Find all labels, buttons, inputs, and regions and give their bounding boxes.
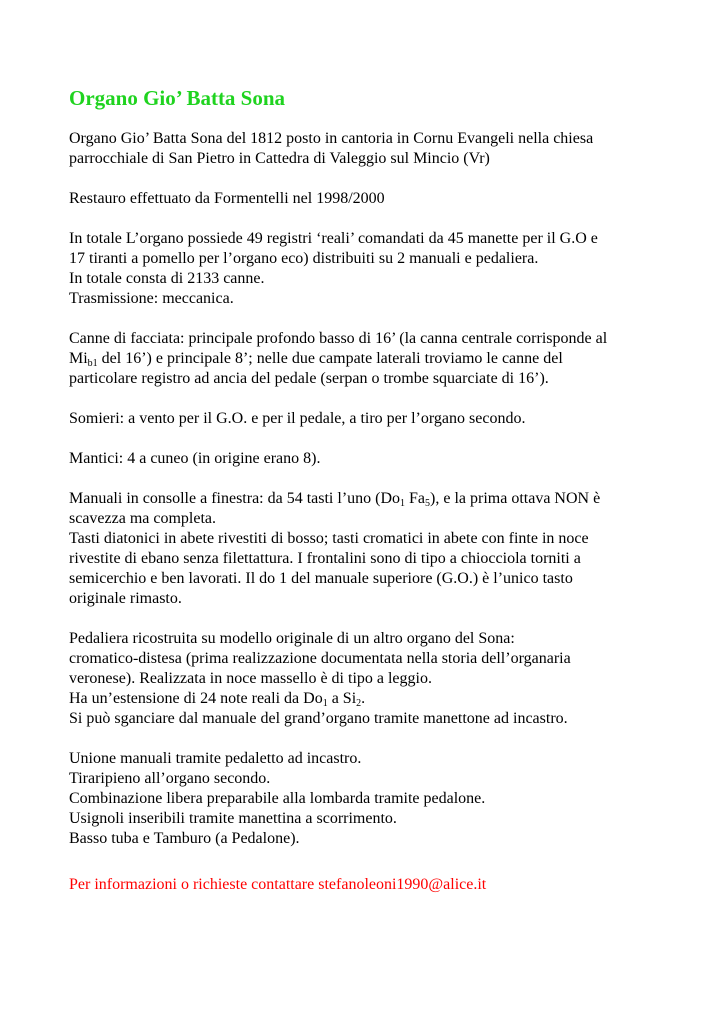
text-line: Combinazione libera preparabile alla lombarda tramite pedalone. — [69, 790, 486, 807]
text-line: Organo Gio’ Batta Sona del 1812 posto in cantoria in Cornu Evangeli nella chiesa — [69, 130, 594, 147]
text-line: scavezza ma completa. — [69, 510, 217, 527]
facade-paragraph — [69, 329, 689, 389]
intro-paragraph — [69, 129, 689, 169]
text-fragment: ), e la prima ottava NON è — [430, 490, 601, 507]
text-line: Tasti diatonici in abete rivestiti di bosso; tasti cromatici in abete con finte in noce — [69, 530, 589, 547]
text-line: parrocchiale di San Pietro in Cattedra di Valeggio sul Mincio (Vr) — [69, 150, 490, 167]
text-line: particolare registro ad ancia del pedale (serpan o trombe squarciate di 16’). — [69, 370, 549, 387]
text-fragment: Mi — [69, 350, 88, 367]
accessories-paragraph — [69, 749, 689, 849]
text-fragment: a Si — [327, 690, 357, 707]
pedalboard-paragraph — [69, 629, 689, 729]
subscript: 2 — [356, 698, 362, 709]
manuals-paragraph — [69, 489, 689, 609]
restoration-paragraph — [69, 189, 689, 209]
text-line — [69, 489, 689, 509]
bellows-paragraph — [69, 449, 689, 469]
text-line: originale rimasto. — [69, 590, 182, 607]
text-line: In totale consta di 2133 canne. — [69, 270, 265, 287]
text-fragment: del 16’) e principale 8’; nelle due campate laterali troviamo le canne del — [97, 350, 563, 367]
windchests-paragraph — [69, 409, 689, 429]
text-fragment: Fa — [405, 490, 426, 507]
subscript: 1 — [400, 498, 406, 509]
text-line: veronese). Realizzata in noce massello è di tipo a leggio. — [69, 670, 432, 687]
document-body — [69, 129, 689, 869]
text-line: Si può sganciare dal manuale del grand’organo tramite manettone ad incastro. — [69, 710, 568, 727]
text-line: Somieri: a vento per il G.O. e per il pedale, a tiro per l’organo secondo. — [69, 410, 526, 427]
text-fragment: Ha un’estensione di 24 note reali da Do — [69, 690, 323, 707]
subscript: 5 — [425, 498, 431, 509]
text-line: rivestite di ebano senza filettattura. I frontalini sono di tipo a chiocciola torniti a — [69, 550, 581, 567]
text-line: Mantici: 4 a cuneo (in origine erano 8). — [69, 450, 321, 467]
text-fragment: Manuali in consolle a finestra: da 54 tasti l’uno (Do — [69, 490, 401, 507]
text-line: Canne di facciata: principale profondo basso di 16’ (la canna centrale corrisponde al — [69, 330, 608, 347]
text-line: semicerchio e ben lavorati. Il do 1 del manuale superiore (G.O.) è l’unico tasto — [69, 570, 573, 587]
text-line: Basso tuba e Tamburo (a Pedalone). — [69, 830, 300, 847]
text-line — [69, 689, 689, 709]
registers-paragraph — [69, 229, 689, 309]
subscript: b1 — [87, 358, 98, 369]
subscript: 1 — [322, 698, 328, 709]
text-fragment: . — [361, 690, 366, 707]
text-line: Unione manuali tramite pedaletto ad incastro. — [69, 750, 362, 767]
page-title: Organo Gio’ Batta Sona — [69, 86, 286, 110]
text-line: Trasmissione: meccanica. — [69, 290, 234, 307]
text-line: 17 tiranti a pomello per l’organo eco) distribuiti su 2 manuali e pedaliera. — [69, 250, 539, 267]
text-line: cromatico-distesa (prima realizzazione documentata nella storia dell’organaria — [69, 650, 571, 667]
text-line — [69, 349, 689, 369]
text-line: Tiraripieno all’organo secondo. — [69, 770, 271, 787]
text-line: In totale L’organo possiede 49 registri ‘reali’ comandati da 45 manette per il G.O e — [69, 230, 598, 247]
text-line: Restauro effettuato da Formentelli nel 1998/2000 — [69, 190, 385, 207]
text-line: Pedaliera ricostruita su modello originale di un altro organo del Sona: — [69, 630, 515, 647]
contact-line: Per informazioni o richieste contattare stefanoleoni1990@alice.it — [69, 876, 487, 893]
text-line: Usignoli inseribili tramite manettina a scorrimento. — [69, 810, 397, 827]
